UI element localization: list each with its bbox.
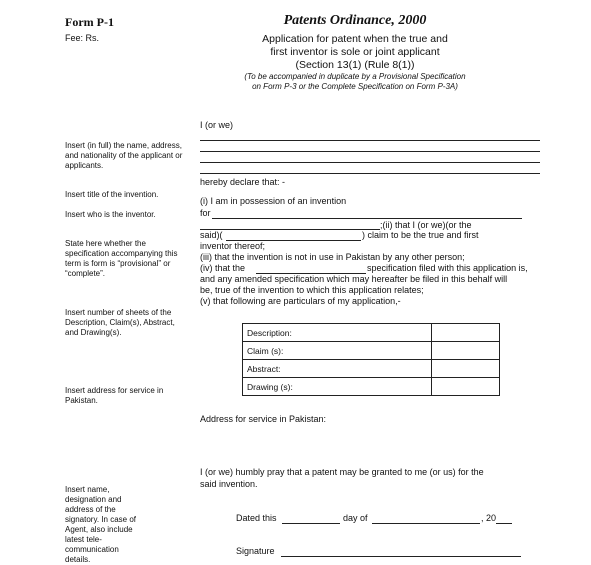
declaration-ii: ;(ii) that I (or we)(or the	[380, 220, 472, 230]
drawings-label: Drawing (s):	[243, 378, 432, 396]
applicant-line-4[interactable]	[200, 173, 540, 174]
description-label: Description:	[243, 324, 432, 342]
declaration-v: (v) that following are particulars of my application,-	[200, 296, 401, 306]
invention-title-line-2[interactable]	[200, 229, 380, 230]
applicant-line-2[interactable]	[200, 151, 540, 152]
declare-label: hereby declare that: -	[200, 177, 286, 187]
note-line-1: (To be accompanied in duplicate by a Provisional Specification	[244, 72, 466, 81]
dated-this-label: Dated this	[236, 513, 277, 523]
i-or-we-label: I (or we)	[200, 120, 234, 130]
side-note-applicant: Insert (in full) the name, address, and nationality of the applicant or applicants.	[65, 141, 183, 170]
invention-title-line[interactable]	[212, 218, 522, 219]
signature-line[interactable]	[281, 556, 521, 557]
form-number: Form P-1	[65, 15, 114, 29]
side-note-signatory: Insert name, designation and address of the signatory. In case of Agent, also include latest tele-communication details.	[65, 485, 136, 564]
claims-sheets-cell[interactable]	[432, 342, 500, 360]
day-of-label: day of	[343, 513, 368, 523]
declaration-i: (i) I am in possession of an invention	[200, 196, 347, 206]
table-row	[243, 360, 500, 378]
declaration-iv-d: be, true of the invention to which this application relates;	[200, 285, 424, 295]
abstract-sheets-cell[interactable]	[432, 360, 500, 378]
drawings-sheets-cell[interactable]	[432, 378, 500, 396]
subtitle-line-1: Application for patent when the true and	[262, 33, 448, 45]
fee-label: Fee: Rs.	[65, 33, 100, 43]
table-row	[243, 378, 500, 396]
side-note-address: Insert address for service in Pakistan.	[65, 386, 164, 405]
applicant-line-3[interactable]	[200, 162, 540, 163]
signature-label: Signature	[236, 546, 275, 556]
side-note-inventor: Insert who is the inventor.	[65, 210, 156, 219]
note-line-2: on Form P-3 or the Complete Specification on Form P-3A)	[252, 82, 458, 91]
prayer-line-2: said invention.	[200, 479, 258, 489]
declaration-iii: (iii) that the invention is not in use in Pakistan by any other person;	[200, 252, 465, 262]
said-label: said)(	[200, 230, 223, 240]
for-label: for	[200, 208, 211, 218]
claim-label: ) claim to be the true and first	[362, 230, 479, 240]
document-title: Patents Ordinance, 2000	[283, 13, 427, 28]
side-note-specification: State here whether the specification accompanying this term is form is “provisional” or “complete”.	[65, 239, 178, 278]
table-row	[243, 342, 500, 360]
subtitle-line-2: first inventor is sole or joint applicant	[270, 46, 440, 58]
declaration-iv-b: specification filed with this application is,	[367, 263, 528, 273]
description-sheets-cell[interactable]	[432, 324, 500, 342]
section-reference: (Section 13(1) (Rule 8(1))	[295, 59, 415, 71]
side-note-sheets: Insert number of sheets of the Description, Claim(s), Abstract, and Drawing(s).	[65, 308, 175, 337]
date-day-line[interactable]	[282, 523, 340, 524]
abstract-label: Abstract:	[243, 360, 432, 378]
declaration-iv-a: (iv) that the	[200, 263, 246, 273]
inventor-thereof: inventor thereof;	[200, 241, 266, 251]
side-note-title: Insert title of the invention.	[65, 190, 159, 199]
claims-label: Claim (s):	[243, 342, 432, 360]
address-service-label: Address for service in Pakistan:	[200, 414, 327, 424]
prayer-line-1: I (or we) humbly pray that a patent may be granted to me (or us) for the	[200, 467, 484, 477]
date-month-line[interactable]	[372, 523, 480, 524]
date-year-line[interactable]	[496, 523, 512, 524]
declaration-iv-c: and any amended specification which may hereafter be filed in this behalf will	[200, 274, 508, 284]
particulars-table	[242, 323, 500, 396]
year-label: , 20	[481, 513, 497, 523]
table-row	[243, 324, 500, 342]
applicant-line-1[interactable]	[200, 140, 540, 141]
